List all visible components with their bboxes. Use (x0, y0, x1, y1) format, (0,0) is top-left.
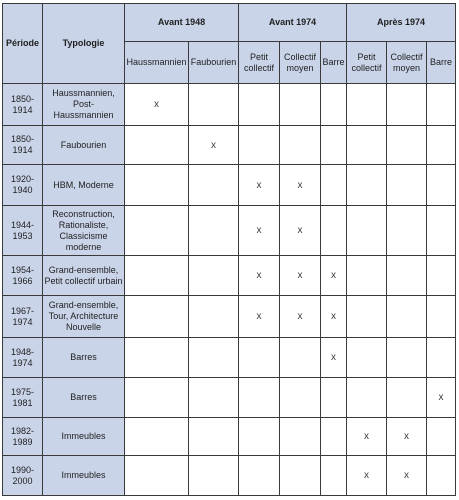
group-header: Après 1974 (347, 4, 456, 42)
group-header: Avant 1974 (239, 4, 347, 42)
mark-cell (321, 84, 347, 126)
mark-cell (125, 378, 189, 418)
mark-cell (387, 206, 427, 256)
mark-cell (427, 84, 456, 126)
table-row (3, 84, 456, 126)
mark-cell: x (239, 296, 280, 338)
mark-cell (321, 126, 347, 165)
mark-cell (427, 126, 456, 165)
subheader: Collectif moyen (387, 42, 427, 84)
mark-cell (189, 456, 239, 496)
period-cell: 1948-1974 (3, 338, 43, 378)
mark-cell (387, 165, 427, 206)
typology-cell: Immeubles (43, 456, 125, 496)
mark-cell (347, 378, 387, 418)
mark-cell (387, 126, 427, 165)
typology-table (2, 3, 456, 496)
mark-cell (239, 338, 280, 378)
period-cell: 1850-1914 (3, 126, 43, 165)
subheader: Collectif moyen (280, 42, 321, 84)
mark-cell (125, 338, 189, 378)
mark-cell (239, 378, 280, 418)
mark-cell (239, 456, 280, 496)
period-cell: 1954-1966 (3, 256, 43, 296)
mark-cell (321, 418, 347, 456)
typology-cell: Reconstruction, Rationaliste, Classicisme moderne (43, 206, 125, 256)
period-cell: 1975-1981 (3, 378, 43, 418)
period-cell: 1920-1940 (3, 165, 43, 206)
subheader: Barre (427, 42, 456, 84)
mark-cell (427, 256, 456, 296)
mark-cell (427, 456, 456, 496)
mark-cell (347, 338, 387, 378)
mark-cell (280, 126, 321, 165)
mark-cell (347, 126, 387, 165)
mark-cell (387, 256, 427, 296)
mark-cell (427, 418, 456, 456)
table-row (3, 296, 456, 338)
subheader: Faubourien (189, 42, 239, 84)
mark-cell (125, 126, 189, 165)
mark-cell (387, 378, 427, 418)
subheader: Haussmannien (125, 42, 189, 84)
mark-cell: x (239, 206, 280, 256)
mark-cell (189, 165, 239, 206)
mark-cell (280, 378, 321, 418)
table-row (3, 206, 456, 256)
mark-cell (189, 338, 239, 378)
table-row (3, 256, 456, 296)
typology-cell: Grand-ensemble, Tour, Architecture Nouvelle (43, 296, 125, 338)
mark-cell: x (280, 165, 321, 206)
typology-cell: Haussmannien, Post-Haussmannien (43, 84, 125, 126)
typology-cell: HBM, Moderne (43, 165, 125, 206)
mark-cell: x (347, 456, 387, 496)
mark-cell (387, 296, 427, 338)
typology-header: Typologie (43, 4, 125, 84)
mark-cell (347, 84, 387, 126)
mark-cell: x (280, 256, 321, 296)
mark-cell (239, 126, 280, 165)
mark-cell: x (321, 296, 347, 338)
mark-cell (280, 418, 321, 456)
period-cell: 1990-2000 (3, 456, 43, 496)
subheader: Barre (321, 42, 347, 84)
mark-cell (321, 165, 347, 206)
mark-cell: x (239, 256, 280, 296)
mark-cell (189, 206, 239, 256)
mark-cell (387, 338, 427, 378)
mark-cell (321, 456, 347, 496)
mark-cell (239, 84, 280, 126)
mark-cell: x (321, 256, 347, 296)
mark-cell (347, 296, 387, 338)
mark-cell: x (387, 418, 427, 456)
table-row (3, 456, 456, 496)
mark-cell (321, 378, 347, 418)
mark-cell (347, 206, 387, 256)
mark-cell: x (321, 338, 347, 378)
mark-cell (427, 165, 456, 206)
mark-cell (125, 418, 189, 456)
typology-cell: Barres (43, 338, 125, 378)
mark-cell: x (280, 296, 321, 338)
mark-cell (239, 418, 280, 456)
table-row (3, 378, 456, 418)
period-cell: 1967-1974 (3, 296, 43, 338)
typology-cell: Grand-ensemble, Petit collectif urbain (43, 256, 125, 296)
period-header: Période (3, 4, 43, 84)
mark-cell (125, 296, 189, 338)
subheader: Petit collectif (347, 42, 387, 84)
mark-cell: x (239, 165, 280, 206)
mark-cell (189, 378, 239, 418)
subheader: Petit collectif (239, 42, 280, 84)
mark-cell: x (347, 418, 387, 456)
table-row (3, 165, 456, 206)
typology-cell: Faubourien (43, 126, 125, 165)
period-cell: 1850-1914 (3, 84, 43, 126)
period-cell: 1982-1989 (3, 418, 43, 456)
mark-cell (125, 165, 189, 206)
mark-cell (280, 84, 321, 126)
mark-cell (427, 338, 456, 378)
mark-cell (125, 256, 189, 296)
mark-cell (280, 338, 321, 378)
mark-cell (427, 296, 456, 338)
group-header: Avant 1948 (125, 4, 239, 42)
mark-cell (125, 456, 189, 496)
mark-cell (189, 296, 239, 338)
mark-cell (189, 256, 239, 296)
period-cell: 1944-1953 (3, 206, 43, 256)
mark-cell: x (280, 206, 321, 256)
mark-cell: x (189, 126, 239, 165)
mark-cell (321, 206, 347, 256)
typology-cell: Immeubles (43, 418, 125, 456)
mark-cell: x (427, 378, 456, 418)
mark-cell (189, 84, 239, 126)
mark-cell (387, 84, 427, 126)
mark-cell (280, 456, 321, 496)
mark-cell (189, 418, 239, 456)
mark-cell (347, 165, 387, 206)
mark-cell (125, 206, 189, 256)
typology-cell: Barres (43, 378, 125, 418)
mark-cell: x (125, 84, 189, 126)
table-row (3, 418, 456, 456)
table-row (3, 338, 456, 378)
mark-cell (347, 256, 387, 296)
table-row (3, 126, 456, 165)
mark-cell (427, 206, 456, 256)
mark-cell: x (387, 456, 427, 496)
